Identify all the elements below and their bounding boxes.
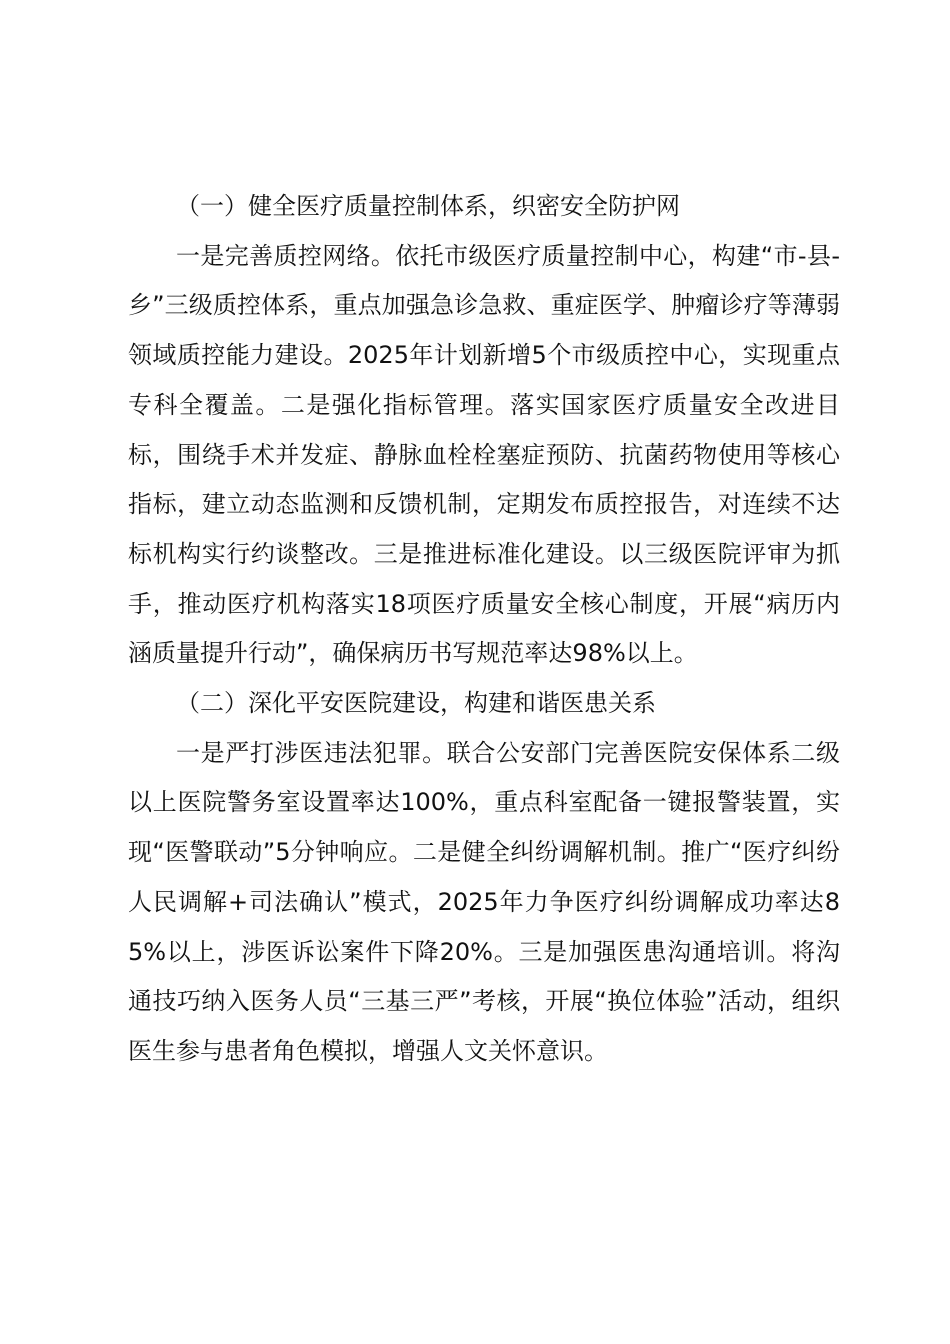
section-heading-2: （二）深化平安医院建设，构建和谐医患关系 <box>176 689 656 718</box>
section-heading-1: （一）健全医疗质量控制体系，织密安全防护网 <box>176 192 680 220</box>
section-paragraph-1: 一是完善质控网络。依托市级医疗质量控制中心，构建“市-县-乡”三级质控体系，重点加强急诊急救、重症医学、肿瘤诊疗等薄弱领域质控能力建设。2025年计划新增5个市级质控中心，实现重点专科全覆盖。二是强化指标管理。落实国家医疗质量安全改进目标，围绕手术并发症、静脉血栓栓塞症预防、抗菌药物使用等核心指标，建立动态监测和反馈机制，定期发布质控报告，对连续不达标机构实行约谈整改。三是推进标准化建设。以三级医院评审为抓手，推动医疗机构落实18项医疗质量安全核心制度，开展“病历内涵质量提升行动”，确保病历书写规范率达98%以上。 <box>128 241 840 668</box>
document-body <box>128 182 840 1077</box>
section-paragraph-2: 一是严打涉医违法犯罪。联合公安部门完善医院安保体系二级以上医院警务室设置率达100%，重点科室配备一键报警装置，实现“医警联动”5分钟响应。二是健全纠纷调解机制。推广“医疗纠纷人民调解+司法确认”模式，2025年力争医疗纠纷调解成功率达85%以上，涉医诉讼案件下降20%。三是加强医患沟通培训。将沟通技巧纳入医务人员“三基三严”考核，开展“换位体验”活动，组织医生参与患者角色模拟，增强人文关怀意识。 <box>128 738 840 1065</box>
